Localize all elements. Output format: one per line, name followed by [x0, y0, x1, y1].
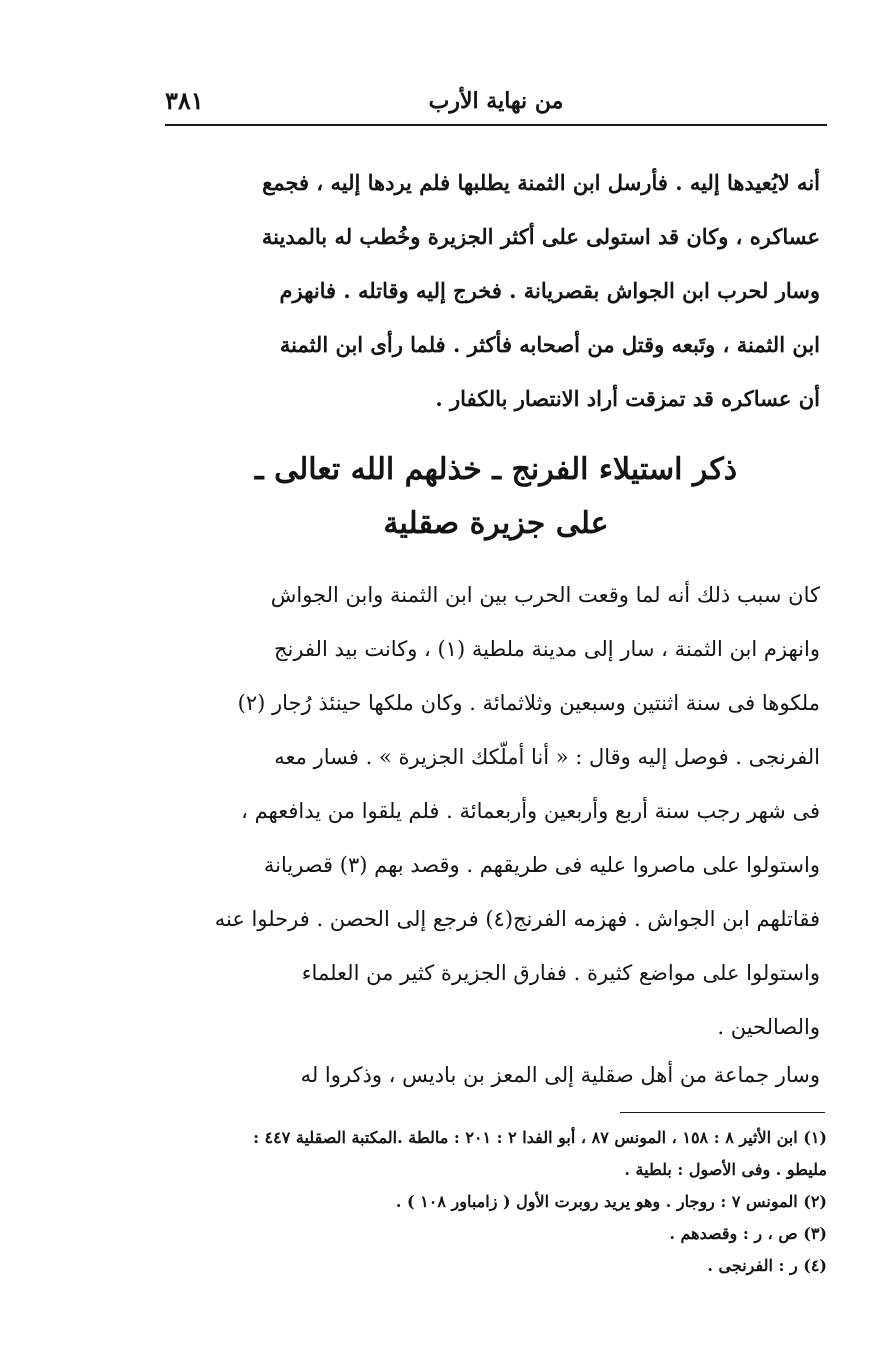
- paragraph-opening: [165, 156, 820, 426]
- running-title: من نهاية الأرب: [428, 88, 564, 114]
- text-line: واستولوا على مواضع كثيرة . ففارق الجزيرة كثير من العلماء: [301, 961, 820, 985]
- footnotes: [165, 1122, 827, 1282]
- section-heading-line-2: على جزيرة صقلية: [383, 506, 609, 541]
- footnote-4: (٤) ر : الفرنجى .: [707, 1256, 827, 1275]
- text-line: ابن الثمنة ، وتَبعه وقتل من أصحابه فأكثر . فلما رأى ابن الثمنة: [279, 332, 820, 357]
- text-line: فى شهر رجب سنة أربع وأربعين وأربعمائة . فلم يلقوا من يدافعهم ،: [241, 799, 820, 823]
- footnote-2: (٢) المونس ٧ : روجار . وهو يريد روبرت الأول ( زامباور ١٠٨ ) .: [395, 1192, 827, 1211]
- text-line: وسار لحرب ابن الجواش بقصريانة . فخرج إليه وقاتله . فانهزم: [279, 278, 820, 303]
- text-line: الفرنجى . فوصل إليه وقال : « أنا أملّكك الجزيرة » . فسار معه: [274, 745, 820, 769]
- text-line: أن عساكره قد تمزقت أراد الانتصار بالكفار .: [435, 386, 820, 411]
- text-line: ملكوها فى سنة اثنتين وسبعين وثلاثمائة . وكان ملكها حينئذ رُجار (٢): [237, 691, 820, 715]
- text-line: عساكره ، وكان قد استولى على أكثر الجزيرة وخُطب له بالمدينة: [261, 224, 820, 249]
- paragraph-closing: [165, 1048, 820, 1102]
- page-header: [165, 86, 827, 126]
- footnote-divider: [620, 1112, 825, 1113]
- paragraph-main: [165, 568, 820, 1054]
- section-heading-line-1: ذكر استيلاء الفرنج ـ خذلهم الله تعالى ـ: [254, 452, 738, 487]
- text-line: فقاتلهم ابن الجواش . فهزمه الفرنج(٤) فرجع إلى الحصن . فرحلوا عنه: [214, 907, 820, 931]
- text-line: والصالحين .: [717, 1015, 820, 1039]
- page-number: ٣٨١: [165, 86, 204, 115]
- footnote-1: (١) ابن الأثير ٨ : ١٥٨ ، المونس ٨٧ ، أبو الفدا ٢ : ٢٠١ : مالطة .المكتبة الصقلية ٤٤٧ :: [253, 1128, 827, 1147]
- footnote-3: (٣) ص ، ر : وقصدهم .: [669, 1224, 827, 1243]
- text-line: وسار جماعة من أهل صقلية إلى المعز بن باديس ، وذكروا له: [300, 1063, 820, 1087]
- footnote-1-continued: مليطو . وفى الأصول : بلطية .: [624, 1160, 827, 1179]
- text-line: أنه لايُعيدها إليه . فأرسل ابن الثمنة يطلبها فلم يردها إليه ، فجمع: [262, 170, 820, 195]
- text-line: واستولوا على ماصروا عليه فى طريقهم . وقصد بهم (٣) قصريانة: [263, 853, 820, 877]
- text-line: كان سبب ذلك أنه لما وقعت الحرب بين ابن الثمنة وابن الجواش: [270, 583, 820, 607]
- text-line: وانهزم ابن الثمنة ، سار إلى مدينة ملطية (١) ، وكانت بيد الفرنج: [273, 637, 820, 661]
